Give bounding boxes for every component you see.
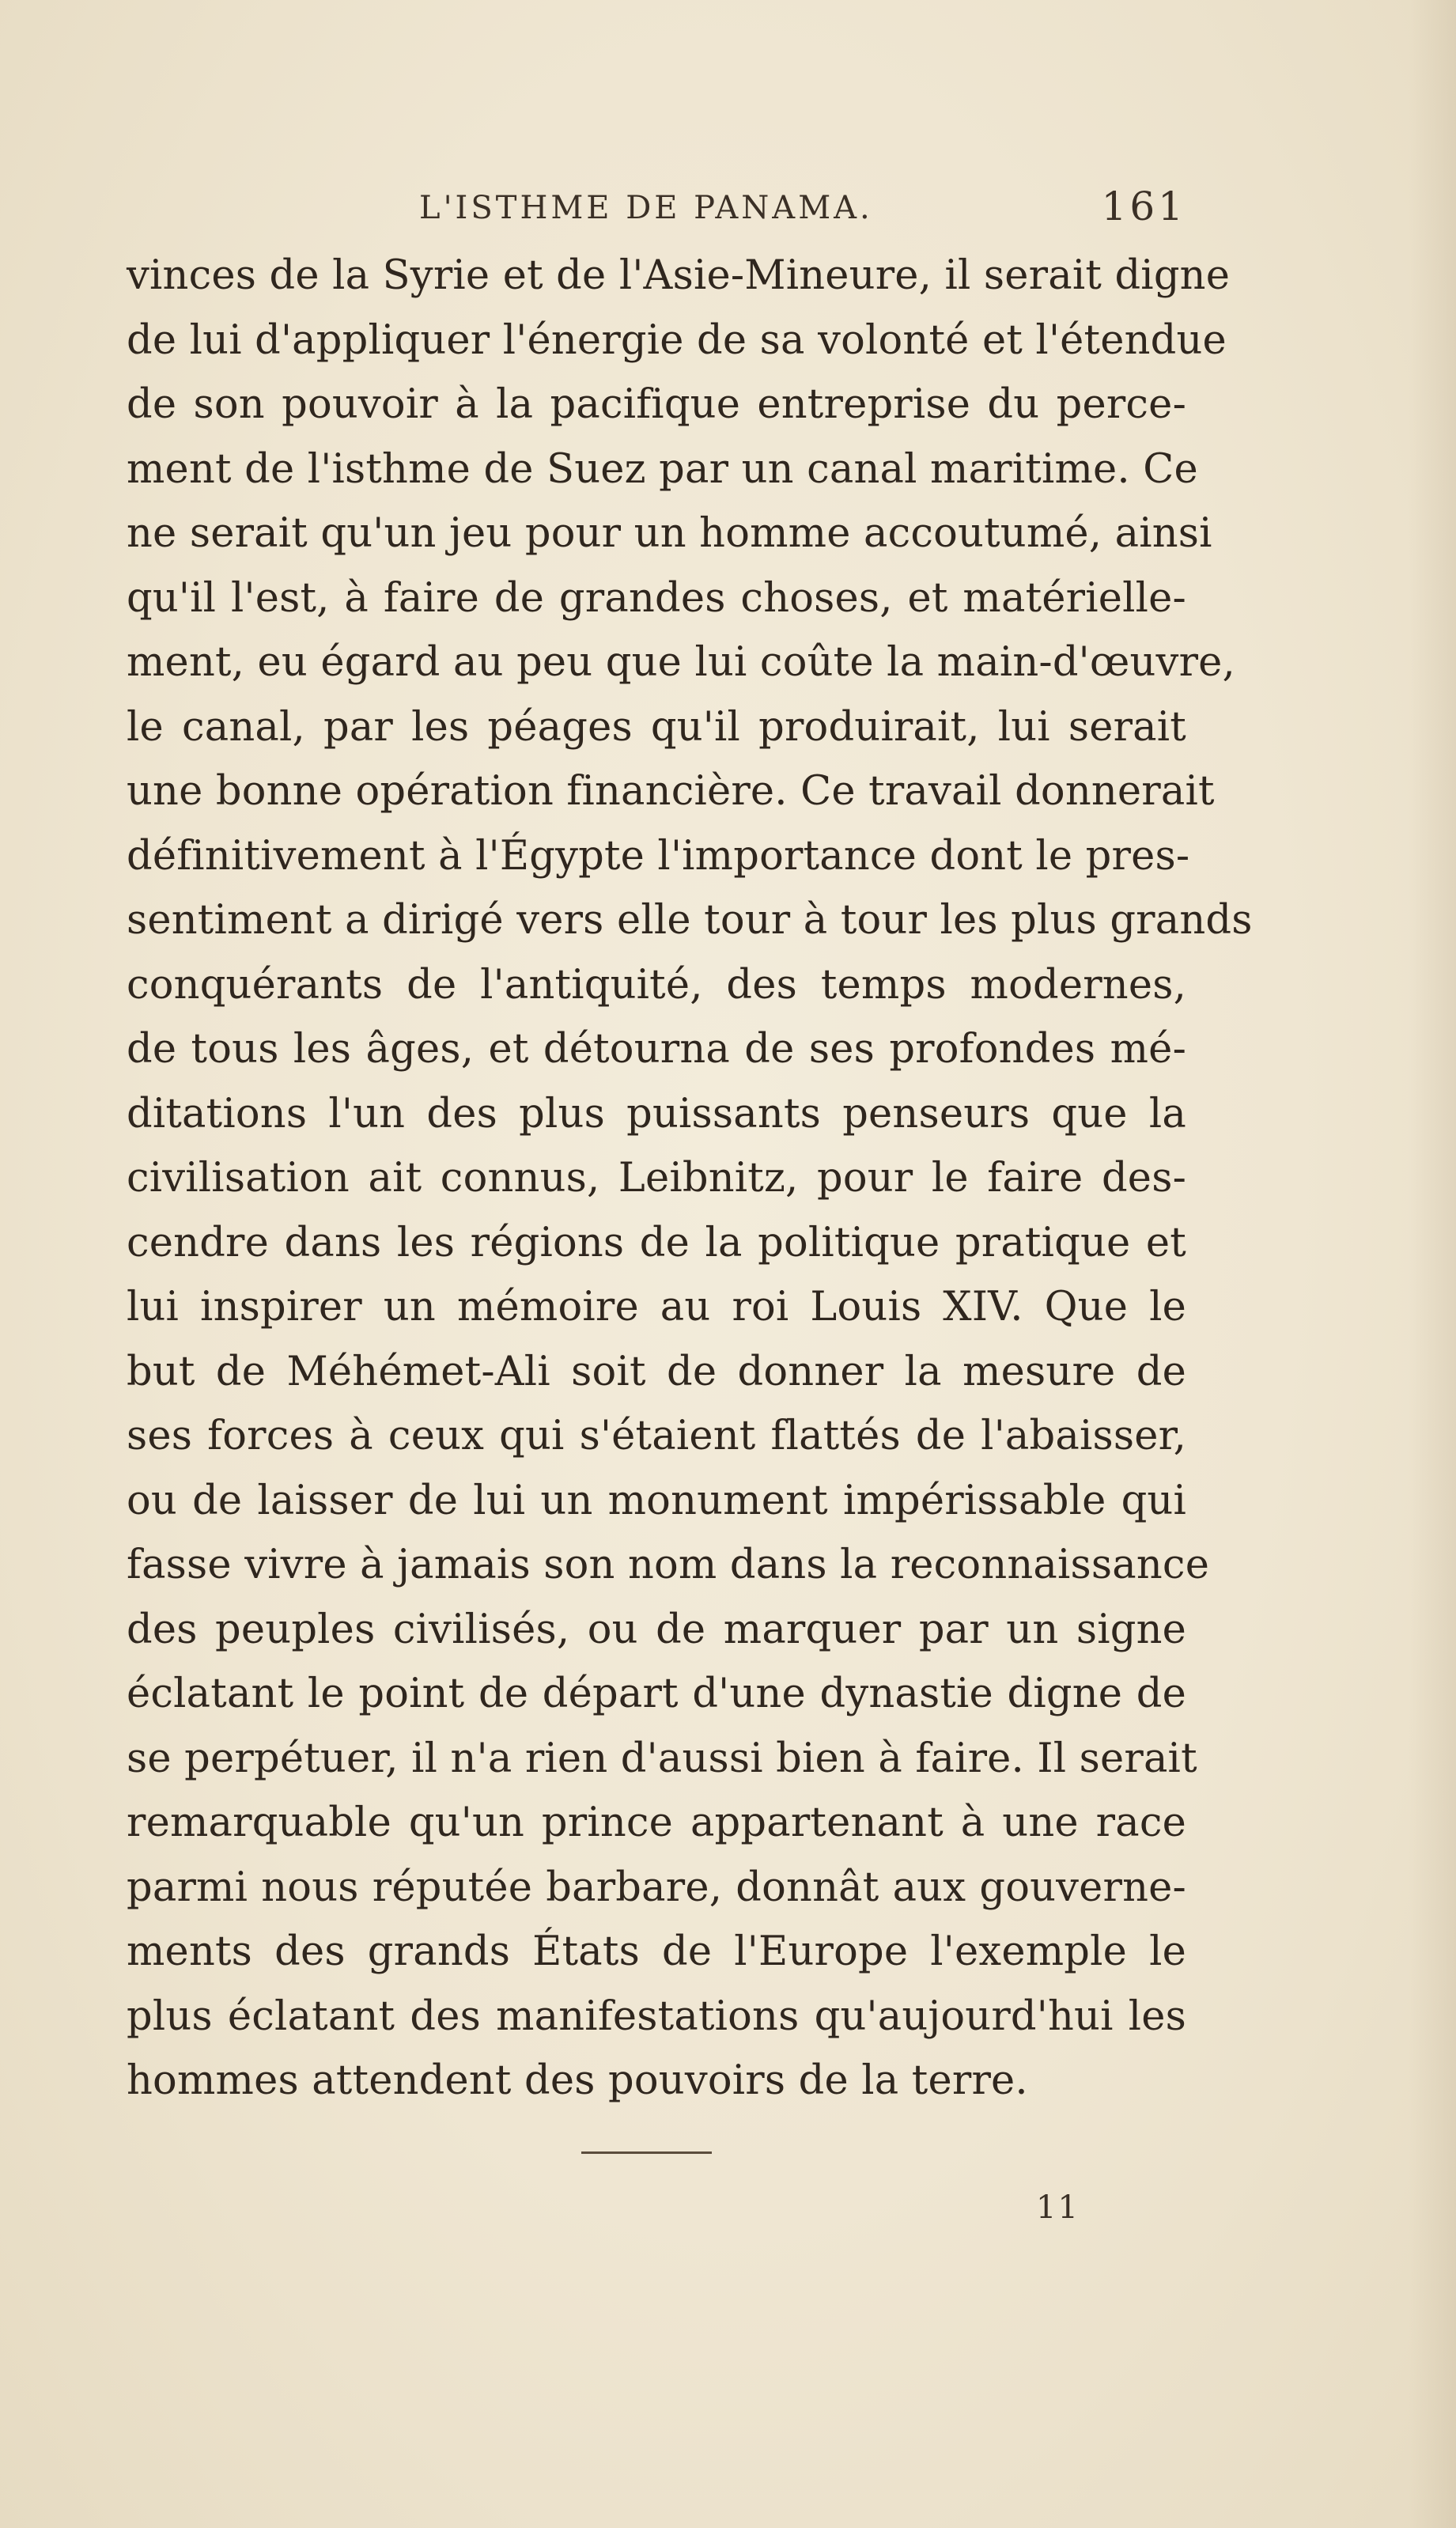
text-line: de son pouvoir à la pacifique entreprise du perce-	[127, 381, 1186, 428]
text-line: lui inspirer un mémoire au roi Louis XIV. Que le	[127, 1284, 1186, 1330]
text-line: ment de l'isthme de Suez par un canal maritime. Ce	[127, 445, 1198, 493]
text-line: définitivement à l'Égypte l'importance dont le pres-	[127, 832, 1190, 880]
text-line: une bonne opération financière. Ce travail donnerait	[127, 768, 1215, 815]
text-line: cendre dans les régions de la politique pratique et	[127, 1219, 1186, 1266]
text-line: remarquable qu'un prince appartenant à une race	[127, 1799, 1186, 1846]
text-line: but de Méhémet-Ali soit de donner la mesure de	[127, 1348, 1186, 1395]
text-line: fasse vivre à jamais son nom dans la reconnaissance	[127, 1542, 1210, 1588]
text-line: se perpétuer, il n'a rien d'aussi bien à faire. Il serait	[127, 1735, 1197, 1782]
text-line: ditations l'un des plus puissants penseurs que la	[127, 1090, 1186, 1137]
text-line: civilisation ait connus, Leibnitz, pour le faire des-	[127, 1155, 1186, 1202]
text-line: vinces de la Syrie et de l'Asie-Mineure, il serait digne	[127, 252, 1231, 299]
text-line: de lui d'appliquer l'énergie de sa volonté et l'étendue	[127, 316, 1227, 364]
section-rule	[581, 2151, 712, 2154]
text-line: des peuples civilisés, ou de marquer par un signe	[127, 1606, 1186, 1653]
running-head	[127, 184, 1186, 239]
text-line-last: hommes attendent des pouvoirs de la terre.	[127, 2057, 1028, 2104]
signature-mark: 11	[1036, 2189, 1080, 2226]
text-line: le canal, par les péages qu'il produirait, lui serait	[127, 703, 1186, 751]
page-edge-shadow	[1409, 0, 1456, 2528]
text-line: conquérants de l'antiquité, des temps modernes,	[127, 961, 1186, 1009]
body-text	[127, 244, 1253, 2114]
text-line: éclatant le point de départ d'une dynastie digne de	[127, 1671, 1186, 1717]
text-line: ment, eu égard au peu que lui coûte la main-d'œuvre,	[127, 639, 1235, 686]
text-line: plus éclatant des manifestations qu'aujourd'hui les	[127, 1993, 1186, 2040]
text-line: ses forces à ceux qui s'étaient flattés de l'abaisser,	[127, 1413, 1186, 1459]
text-line: de tous les âges, et détourna de ses profondes mé-	[127, 1026, 1186, 1073]
text-line: ne serait qu'un jeu pour un homme accoutumé, ainsi	[127, 510, 1212, 557]
text-line: parmi nous réputée barbare, donnât aux gouverne-	[127, 1864, 1186, 1911]
running-title: L'ISTHME DE PANAMA.	[419, 190, 873, 226]
text-line: ments des grands États de l'Europe l'exemple le	[127, 1928, 1186, 1975]
text-line: qu'il l'est, à faire de grandes choses, et matérielle-	[127, 574, 1186, 622]
text-line: ou de laisser de lui un monument impérissable qui	[127, 1477, 1186, 1524]
page-number: 161	[1101, 184, 1186, 229]
text-line: sentiment a dirigé vers elle tour à tour les plus grands	[127, 897, 1253, 944]
